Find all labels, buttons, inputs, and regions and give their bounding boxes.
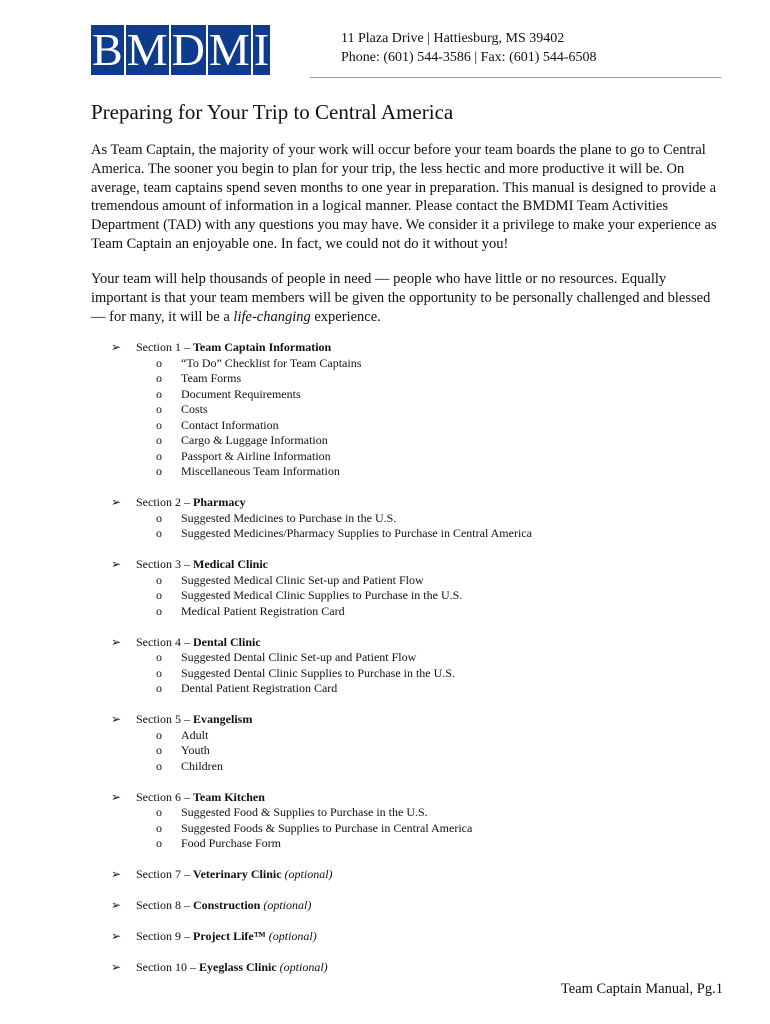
subsection-label: Suggested Dental Clinic Supplies to Purchase in the U.S. (181, 665, 455, 680)
intro-paragraph: As Team Captain, the majority of your work will occur before your team boards the plane to go to Central America. The sooner you begin to plan for your trip, the less hectic and more productive it will be. On average, team captains spend seven months to one year in preparation. This manual is designed to provide a tremendous amount of information in a logical manner. Please contact the BMDMI Team Activities Department (TAD) with any questions you may have. We consider it a privilege to make your experience as Team Captain an enjoyable one. In fact, we could not do it without you! (91, 142, 717, 252)
subsection-label: Suggested Medical Clinic Set-up and Patient Flow (181, 572, 424, 587)
circle-bullet-icon: o (156, 665, 162, 680)
circle-bullet-icon: o (156, 603, 162, 618)
section-number: Section 5 – (136, 712, 193, 726)
section-label (136, 898, 311, 914)
section-heading (111, 790, 731, 806)
subsection-item (111, 387, 731, 403)
mission-text-end: experience. (310, 308, 381, 325)
subsection-item (111, 371, 731, 387)
circle-bullet-icon: o (156, 572, 162, 587)
subsection-label: Miscellaneous Team Information (181, 464, 340, 478)
circle-bullet-icon: o (156, 526, 162, 540)
section-label (136, 712, 252, 728)
section-label (136, 557, 268, 573)
subsection-item (111, 433, 731, 449)
subsection-item (111, 821, 731, 837)
section-entry (111, 635, 731, 697)
phone-line: Phone: (601) 544-3586 | Fax: (601) 544-6508 (341, 50, 597, 65)
section-number: Section 4 – (136, 634, 193, 649)
section-entry (111, 790, 731, 852)
subsection-item (111, 759, 731, 775)
mission-text-start: Your team will help thousands of people in need — people who have little or no resources. Equally important is that your team members will be given the opportunity to be personally challenged and blessed — for many, it will be a (91, 271, 711, 325)
section-number: Section 6 – (136, 789, 193, 804)
subsection-item (111, 418, 731, 434)
subsection-label: Food Purchase Form (181, 836, 281, 850)
section-name: Medical Clinic (193, 557, 268, 571)
section-entry (111, 557, 731, 619)
logo-letter: I (253, 24, 270, 75)
section-name: Veterinary Clinic (193, 867, 282, 881)
section-entry (111, 340, 731, 480)
subsection-item (111, 588, 731, 604)
section-name: Construction (193, 898, 261, 912)
subsection-item (111, 805, 731, 821)
subsection-label: Suggested Medicines to Purchase in the U.S. (181, 510, 397, 525)
circle-bullet-icon: o (156, 464, 162, 478)
arrow-bullet-icon: ➢ (111, 634, 122, 649)
circle-bullet-icon: o (156, 448, 162, 463)
subsection-item (111, 356, 731, 372)
logo-letter: B (92, 24, 123, 75)
circle-bullet-icon: o (156, 681, 162, 695)
section-name: Team Captain Information (193, 340, 332, 354)
section-number: Section 8 – (136, 898, 193, 912)
section-heading (111, 635, 731, 651)
section-name: Project Life™ (193, 929, 266, 943)
subsection-label: Suggested Foods & Supplies to Purchase in Central America (181, 820, 473, 835)
section-label (136, 790, 265, 806)
section-heading (111, 557, 731, 573)
subsection-label: Youth (181, 743, 210, 757)
subsection-label: Suggested Food & Supplies to Purchase in the U.S. (181, 805, 428, 819)
section-heading (111, 867, 731, 883)
subsection-item (111, 464, 731, 480)
subsection-item (111, 604, 731, 620)
section-entry (111, 867, 731, 883)
section-name: Team Kitchen (193, 789, 265, 804)
subsection-label: Costs (181, 402, 208, 416)
circle-bullet-icon: o (156, 355, 162, 370)
optional-note: (optional) (268, 929, 317, 943)
circle-bullet-icon: o (156, 402, 162, 416)
address-line: 11 Plaza Drive | Hattiesburg, MS 39402 (341, 31, 565, 46)
section-label (136, 929, 317, 945)
mission-paragraph (91, 270, 723, 326)
circle-bullet-icon: o (156, 650, 162, 664)
arrow-bullet-icon: ➢ (111, 789, 122, 804)
arrow-bullet-icon: ➢ (111, 557, 122, 571)
logo-letter: D (171, 24, 205, 75)
section-entry (111, 929, 731, 945)
header-divider (310, 77, 721, 78)
section-number: Section 7 – (136, 867, 193, 881)
circle-bullet-icon: o (156, 820, 162, 835)
subsection-label: Adult (181, 727, 209, 742)
section-heading (111, 495, 731, 511)
arrow-bullet-icon: ➢ (111, 898, 122, 912)
subsection-item (111, 449, 731, 465)
optional-note: (optional) (279, 960, 328, 974)
optional-note: (optional) (263, 898, 312, 912)
section-heading (111, 898, 731, 914)
section-entry (111, 960, 731, 976)
circle-bullet-icon: o (156, 417, 162, 432)
subsection-item (111, 650, 731, 666)
section-label (136, 340, 331, 356)
subsection-label: Children (181, 758, 223, 773)
section-number: Section 9 – (136, 929, 193, 943)
section-name: Pharmacy (193, 495, 246, 509)
arrow-bullet-icon: ➢ (111, 929, 122, 943)
arrow-bullet-icon: ➢ (111, 867, 122, 881)
section-heading (111, 960, 731, 976)
circle-bullet-icon: o (156, 510, 162, 525)
section-name: Eyeglass Clinic (199, 960, 277, 974)
bmdmi-logo (91, 25, 270, 75)
circle-bullet-icon: o (156, 805, 162, 819)
section-label (136, 635, 261, 651)
subsection-label: Passport & Airline Information (181, 448, 331, 463)
section-entry (111, 898, 731, 914)
subsection-label: Suggested Dental Clinic Set-up and Patient Flow (181, 650, 417, 664)
section-number: Section 10 – (136, 960, 199, 974)
circle-bullet-icon: o (156, 433, 162, 447)
logo-letter: M (208, 24, 250, 75)
circle-bullet-icon: o (156, 743, 162, 757)
section-number: Section 3 – (136, 557, 193, 571)
arrow-bullet-icon: ➢ (111, 960, 122, 974)
section-label (136, 867, 333, 883)
section-heading (111, 340, 731, 356)
subsection-item (111, 666, 731, 682)
circle-bullet-icon: o (156, 588, 162, 602)
subsection-item (111, 511, 731, 527)
section-number: Section 2 – (136, 495, 193, 509)
subsection-label: Document Requirements (181, 386, 301, 401)
subsection-label: Dental Patient Registration Card (181, 681, 338, 695)
subsection-item (111, 573, 731, 589)
arrow-bullet-icon: ➢ (111, 340, 122, 354)
subsection-label: “To Do” Checklist for Team Captains (181, 355, 362, 370)
section-entry (111, 495, 731, 542)
subsection-item (111, 681, 731, 697)
optional-note: (optional) (284, 867, 333, 881)
section-name: Evangelism (193, 712, 253, 726)
section-label (136, 495, 246, 511)
section-list (111, 340, 731, 991)
subsection-label: Contact Information (181, 417, 279, 432)
subsection-label: Suggested Medicines/Pharmacy Supplies to Purchase in Central America (181, 526, 532, 540)
section-heading (111, 712, 731, 728)
emphasis-text: life-changing (233, 308, 311, 325)
section-number: Section 1 – (136, 340, 193, 354)
subsection-label: Suggested Medical Clinic Supplies to Purchase in the U.S. (181, 588, 463, 602)
page-title: Preparing for Your Trip to Central America (91, 100, 454, 124)
logo-letter: M (126, 24, 168, 75)
subsection-label: Cargo & Luggage Information (181, 433, 328, 447)
subsection-item (111, 402, 731, 418)
circle-bullet-icon: o (156, 727, 162, 742)
section-label (136, 960, 328, 976)
circle-bullet-icon: o (156, 836, 162, 850)
subsection-item (111, 743, 731, 759)
subsection-item (111, 526, 731, 542)
circle-bullet-icon: o (156, 371, 162, 385)
arrow-bullet-icon: ➢ (111, 495, 122, 509)
circle-bullet-icon: o (156, 386, 162, 401)
section-name: Dental Clinic (193, 634, 261, 649)
subsection-item (111, 728, 731, 744)
section-entry (111, 712, 731, 774)
subsection-label: Medical Patient Registration Card (181, 603, 345, 618)
section-heading (111, 929, 731, 945)
arrow-bullet-icon: ➢ (111, 712, 122, 726)
contact-block (341, 29, 597, 67)
subsection-item (111, 836, 731, 852)
subsection-label: Team Forms (181, 371, 242, 385)
page-footer: Team Captain Manual, Pg.1 (560, 981, 723, 997)
circle-bullet-icon: o (156, 758, 162, 773)
